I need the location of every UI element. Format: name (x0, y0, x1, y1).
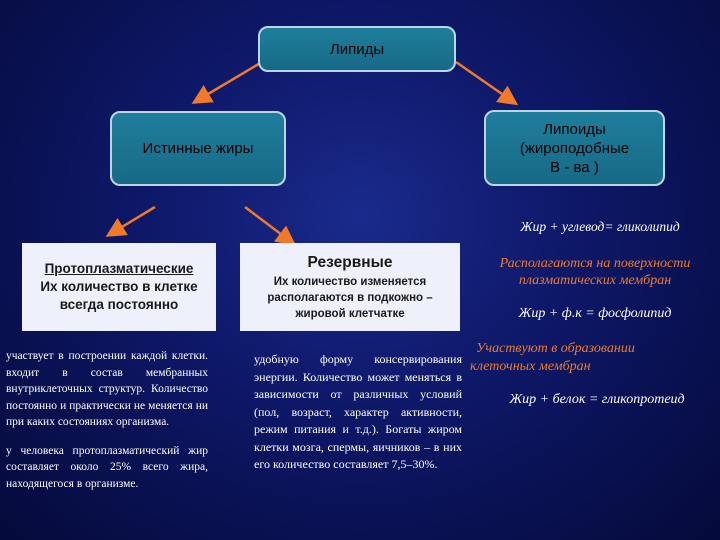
reserve-box (240, 243, 460, 331)
surface-line2: плазматических мембран (518, 273, 672, 288)
arrow-true-fats-to-protoplasmic (112, 207, 155, 233)
node-lipoids-line1: Липоиды (543, 120, 606, 138)
arrow-true-fats-to-reserve (245, 207, 290, 241)
reserve-line2: располагаются в подкожно – (267, 292, 433, 304)
surface-line1: Располагаются на поверхности (499, 256, 691, 271)
node-lipids-label: Липиды (329, 40, 385, 58)
protoplasmic-title: Протоплазматические (44, 261, 194, 276)
phospholipid-note (490, 306, 700, 322)
protoplasmic-text2: у человека протоплазматический жир составляет около 25% всего жира, находящегося в организме. (6, 444, 208, 490)
surface-note (470, 255, 720, 289)
protoplasmic-text1: участвует в построении каждой клетки. входит в состав мембранных внутриклеточных структур. Количество постоянно и практически не меняется ни при каких состояниях организма. (6, 350, 208, 428)
node-true-fats (110, 111, 286, 186)
membranes-line2: клеточных мембран (470, 359, 591, 374)
node-lipids (258, 26, 456, 72)
protoplasmic-line2: всегда постоянно (59, 297, 179, 312)
node-true-fats-label: Истинные жиры (142, 140, 254, 157)
reserve-description (254, 351, 462, 474)
node-lipoids-line2: (жироподобные (519, 139, 630, 157)
arrow-root-to-lipoids (456, 62, 512, 101)
reserve-title: Резервные (307, 254, 393, 271)
reserve-line3: жировой клетчатке (295, 308, 405, 320)
glycolipid-note (500, 219, 700, 235)
reserve-text: удобную форму консервирования энергии. Количество может меняться в зависимости от различных условий (пол, возраст, характер активности, режим питания и т.д.). Богаты жиром клетки мозга, спермы, яичников – в них его количество составляет 7,5–30%. (254, 352, 462, 471)
glycoprotein-note (487, 392, 707, 408)
node-lipoids (484, 110, 665, 186)
protoplasmic-description (6, 348, 208, 492)
membranes-line1: Участвуют в образовании (476, 341, 635, 356)
glycolipid-text: Жир + углевод= гликолипид (520, 219, 680, 234)
arrow-root-to-true-fats (198, 62, 262, 100)
node-lipoids-line3: В - ва ) (550, 158, 599, 176)
phospholipid-text: Жир + ф.к = фосфолипид (518, 306, 672, 321)
protoplasmic-line1: Их количество в клетке (40, 279, 198, 294)
reserve-line1: Их количество изменяется (273, 276, 427, 288)
protoplasmic-box (22, 243, 216, 331)
glycoprotein-text: Жир + белок = гликопротеид (509, 392, 685, 407)
membranes-note (470, 340, 700, 376)
